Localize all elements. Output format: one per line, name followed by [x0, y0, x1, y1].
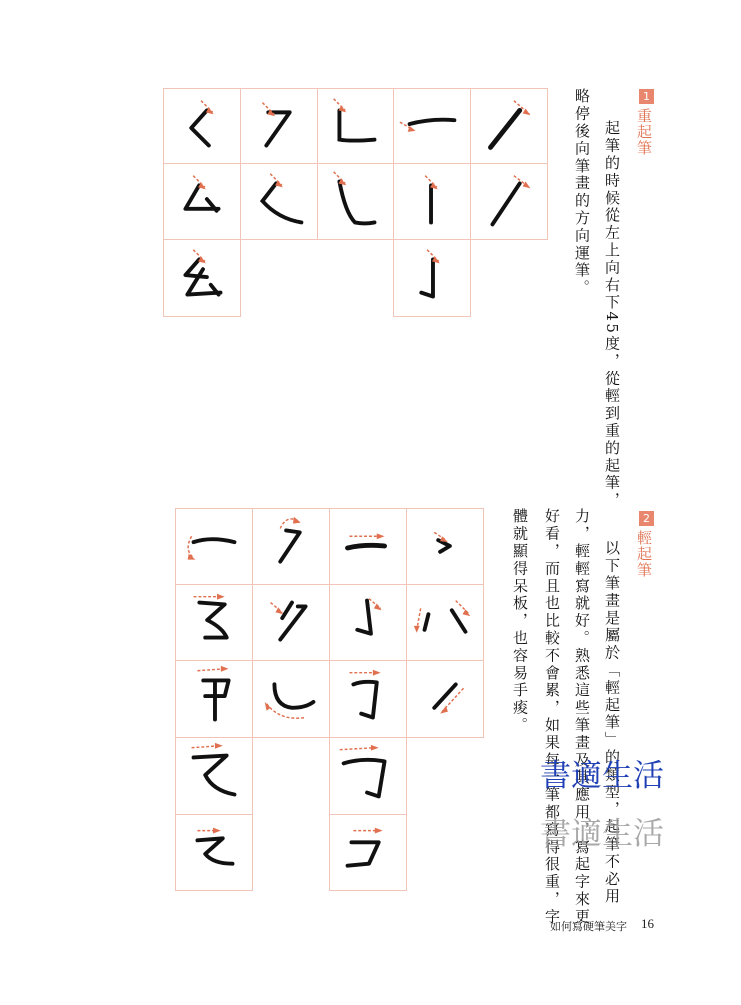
section-1-number: 1: [639, 89, 654, 104]
section-2-line-4: 體就顯得呆板，也容易手痠。: [511, 508, 529, 735]
book-title: 如何寫硬筆美字: [550, 920, 627, 933]
page-number: 16: [641, 916, 654, 931]
stroke-cell: [329, 737, 407, 815]
stroke-cell: [393, 163, 471, 240]
stroke-cell: [317, 88, 394, 164]
stroke-cell: [175, 660, 253, 738]
section-1-line-2: 略停後向筆畫的方向運筆。: [573, 88, 591, 297]
stroke-cell: [393, 88, 471, 164]
stroke-cell: [252, 508, 330, 585]
stroke-cell: [470, 163, 548, 240]
stroke-cell: [329, 660, 407, 738]
stroke-cell: [175, 584, 253, 661]
stroke-cell: [175, 508, 253, 585]
section-1-title: 重起筆: [635, 108, 653, 156]
stroke-cell: [240, 163, 318, 240]
section-2-line-2: 力，輕輕寫就好。熟悉這些筆畫及其應用，寫起字來更: [573, 508, 591, 926]
stroke-cell: [317, 163, 394, 240]
stroke-cell: [406, 660, 484, 738]
stroke-cell: [406, 584, 484, 661]
stroke-cell: [240, 88, 318, 164]
stroke-cell: [406, 508, 484, 585]
section-2-number: 2: [639, 511, 654, 526]
watermark-primary: 書適生活: [540, 758, 664, 794]
section-2-title: 輕起筆: [635, 530, 653, 578]
section-1-line-1: 起筆的時候從左上向右下45度，從輕到重的起筆，: [603, 120, 621, 510]
stroke-cell: [175, 737, 253, 815]
watermark-secondary: 書適生活: [540, 816, 664, 852]
stroke-cell: [163, 88, 241, 164]
stroke-cell: [163, 239, 241, 317]
stroke-cell: [393, 239, 471, 317]
stroke-cell: [329, 508, 407, 585]
section-2-line-3: 好看，而且也比較不會累，如果每一筆都寫得很重，字: [543, 508, 561, 926]
stroke-cell: [329, 814, 407, 891]
stroke-cell: [175, 814, 253, 891]
stroke-cell: [252, 660, 330, 738]
stroke-cell: [470, 88, 548, 164]
stroke-cell: [252, 584, 330, 661]
stroke-cell: [329, 584, 407, 661]
stroke-cell: [163, 163, 241, 240]
section-2-line-1: 以下筆畫是屬於「輕起筆」的類型，起筆不必用: [603, 540, 621, 906]
